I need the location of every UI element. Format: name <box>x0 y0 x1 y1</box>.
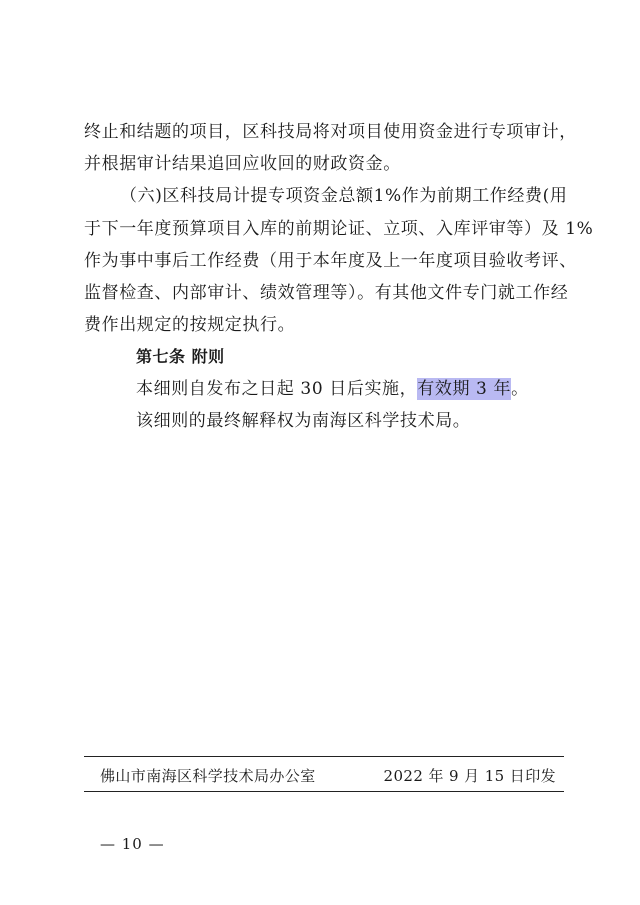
paragraph-line: 费作出规定的按规定执行。 <box>84 315 296 335</box>
article-text: 。 <box>511 379 529 399</box>
paragraph-line: 并根据审计结果追回应收回的财政资金。 <box>84 154 401 174</box>
paragraph-line: 终止和结题的项目，区科技局将对项目使用资金进行专项审计， <box>84 122 577 142</box>
article-line-effective <box>136 379 529 399</box>
paragraph-line: 监督检查、内部审计、绩效管理等）。有其他文件专门就工作经 <box>84 283 569 303</box>
footer-issuer: 佛山市南海区科学技术局办公室 <box>100 767 316 785</box>
highlighted-text[interactable]: 有效期 3 年 <box>417 379 512 399</box>
article-heading: 第七条 附则 <box>136 347 225 366</box>
page-number: — 10 — <box>100 835 165 853</box>
footer-rule-top <box>84 756 564 757</box>
paragraph-line: （六)区科技局计提专项资金总额1%作为前期工作经费(用 <box>120 186 568 206</box>
footer-date: 2022 年 9 月 15 日印发 <box>383 767 556 785</box>
article-text: 本细则自发布之日起 30 日后实施， <box>136 379 418 399</box>
article-line-interpretation: 该细则的最终解释权为南海区科学技术局。 <box>136 411 471 431</box>
paragraph-line: 于下一年度预算项目入库的前期论证、立项、入库评审等）及 1% <box>84 219 594 239</box>
footer-rule-bottom <box>84 791 564 792</box>
paragraph-line: 作为事中事后工作经费（用于本年度及上一年度项目验收考评、 <box>84 251 577 271</box>
